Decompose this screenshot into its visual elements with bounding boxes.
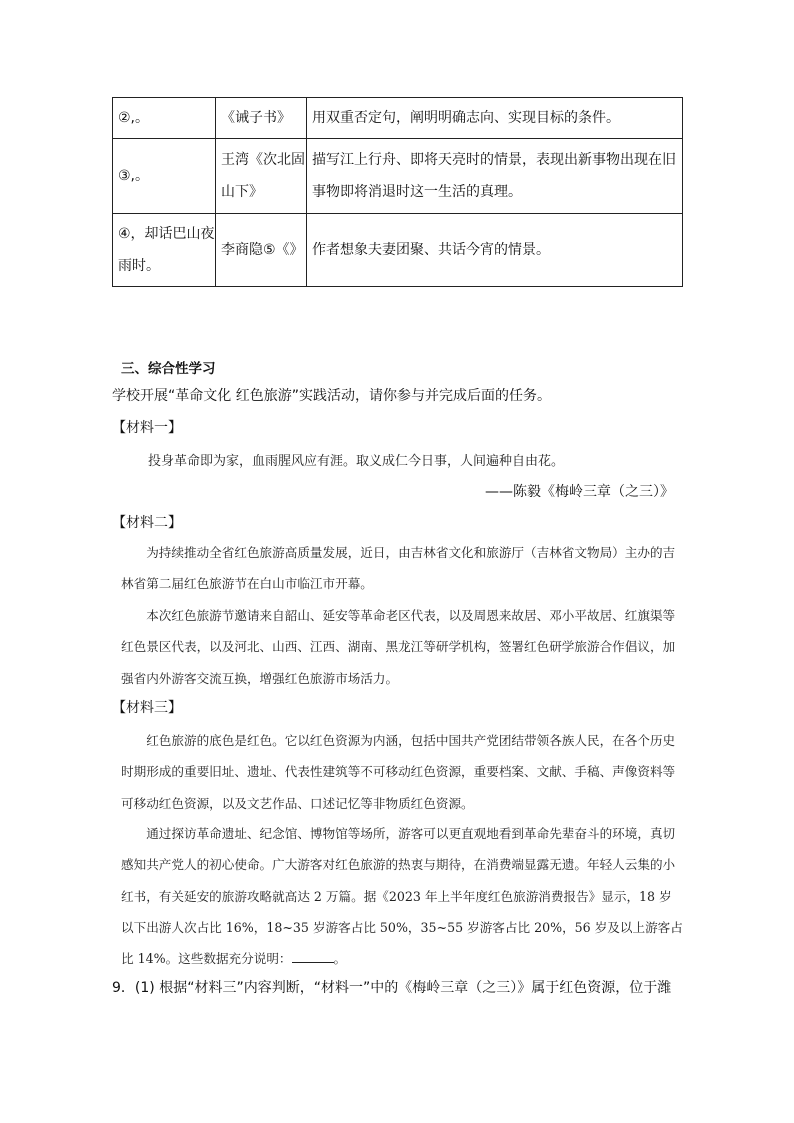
description-cell: 用双重否定句，阐明明确志向、实现目标的条件。 xyxy=(307,98,683,139)
section-intro: 学校开展“革命文化 红色旅游”实践活动，请你参与并完成后面的任务。 xyxy=(112,388,551,404)
material3-para2: 通过探访革命遗址、纪念馆、博物馆等场所，游客可以更直观地看到革命先辈奋斗的环境，真切感知共产党人的初心使命。广大游客对红色旅游的热衷与期待，在消费端显露无遗。年轻人云集的小红书，有关延安的旅游攻略就高达 2 万篇。据《2023 年上半年度红色旅游消费报告》显示，18 岁以下出游人次占比 16%，18~35 岁游客占比 50%，35~55 岁游客占比 20%，56 岁及以上游客占比 14%。这些数据充分说明： 。 xyxy=(121,826,683,967)
section-title: 三、综合性学习 xyxy=(121,361,216,377)
material3-label: 【材料三】 xyxy=(112,700,182,716)
blank-cell: ③,。 xyxy=(113,139,216,214)
source-cell: 《诫子书》 xyxy=(216,98,307,139)
table-row xyxy=(113,139,683,214)
material3-para1: 红色旅游的底色是红色。它以红色资源为内涵，包括中国共产党团结带领各族人民，在各个历史时期形成的重要旧址、遗址、代表性建筑等不可移动红色资源，重要档案、文献、手稿、声像资料等可移动红色资源，以及文艺作品、口述记忆等非物质红色资源。 xyxy=(121,733,676,811)
description-cell: 描写江上行舟、即将天亮时的情景，表现出新事物出现在旧事物即将消退时这一生活的真理。 xyxy=(307,139,683,214)
blank-cell: ②,。 xyxy=(113,98,216,139)
material1-label: 【材料一】 xyxy=(112,420,182,436)
answer-blank xyxy=(292,950,334,963)
material2-para1: 为持续推动全省红色旅游高质量发展，近日，由吉林省文化和旅游厅（吉林省文物局）主办的吉林省第二届红色旅游节在白山市临江市开幕。 xyxy=(121,545,676,592)
material1-attribution: ——陈毅《梅岭三章（之三）》 xyxy=(485,484,674,500)
material2-para2: 本次红色旅游节邀请来自韶山、延安等革命老区代表，以及周恩来故居、邓小平故居、红旗渠等红色景区代表，以及河北、山西、江西、湖南、黑龙江等研学机构，签署红色研学旅游合作倡议，加强省内外游客交流互换，增强红色旅游市场活力。 xyxy=(121,608,676,686)
poem-table xyxy=(112,97,683,287)
material3-para2-text: 通过探访革命遗址、纪念馆、博物馆等场所，游客可以更直观地看到革命先辈奋斗的环境，真切感知共产党人的初心使命。广大游客对红色旅游的热衷与期待，在消费端显露无遗。年轻人云集的小红书，有关延安的旅游攻略就高达 2 万篇。据《2023 年上半年度红色旅游消费报告》显示，18 岁以下出游人次占比 16%，18~35 岁游客占比 50%，35~55 岁游客占比 20%，56 岁及以上游客占比 14%。这些数据充分说明： xyxy=(121,826,683,967)
description-cell: 作者想象夫妻团聚、共话今宵的情景。 xyxy=(307,214,683,287)
source-cell: 李商隐⑤《》 xyxy=(216,214,307,287)
question-9-1: 9．(1) 根据“材料三”内容判断，“材料一”中的《梅岭三章（之三）》属于红色资源，位于潍 xyxy=(112,980,672,996)
material1-poem: 投身革命即为家，血雨腥风应有涯。取义成仁今日事，人间遍种自由花。 xyxy=(148,454,565,469)
table-row xyxy=(113,214,683,287)
blank-cell: ④，却话巴山夜雨时。 xyxy=(113,214,216,287)
source-cell: 王湾《次北固山下》 xyxy=(216,139,307,214)
material2-label: 【材料二】 xyxy=(112,515,182,531)
table-row xyxy=(113,98,683,139)
